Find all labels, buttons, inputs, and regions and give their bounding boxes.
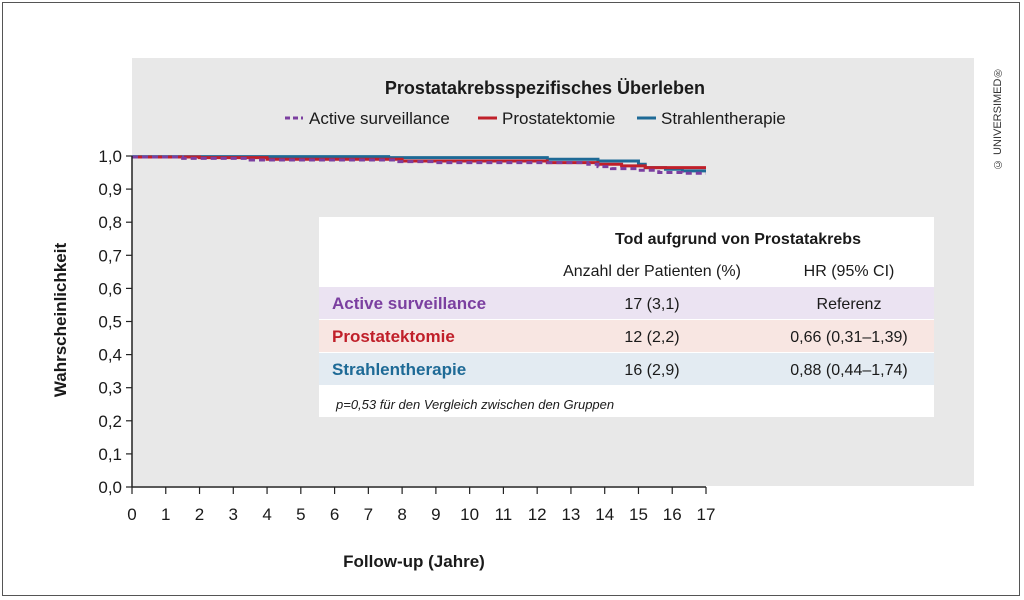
inset-row-group-active-surveillance: Active surveillance	[332, 294, 487, 313]
x-tick-label: 6	[329, 505, 340, 524]
inset-row-count-strahlentherapie: 16 (2,9)	[624, 362, 680, 379]
y-tick-label: 0,1	[98, 444, 122, 464]
x-tick-label: 16	[662, 505, 682, 524]
x-tick-label: 12	[527, 505, 547, 524]
x-tick-label: 5	[296, 505, 306, 524]
inset-table	[319, 217, 934, 417]
y-ticks	[98, 147, 132, 497]
inset-row-group-strahlentherapie: Strahlentherapie	[332, 360, 467, 379]
x-tick-label: 2	[194, 505, 205, 524]
copyright-notice: © UNIVERSIMED®	[992, 66, 1004, 170]
y-tick-label: 0,4	[98, 345, 122, 365]
inset-row-hr-active-surveillance: Referenz	[816, 296, 882, 313]
y-tick-label: 0,8	[98, 213, 122, 233]
x-tick-label: 7	[363, 505, 374, 524]
inset-col-header-count: Anzahl der Patienten (%)	[563, 263, 741, 280]
inset-row-hr-prostatektomie: 0,66 (0,31–1,39)	[790, 329, 908, 346]
y-tick-label: 0,2	[98, 411, 122, 431]
x-axis-label: Follow-up (Jahre)	[343, 552, 485, 571]
legend-label-strahlentherapie: Strahlentherapie	[661, 109, 786, 128]
y-axis-label: Wahrscheinlichkeit	[51, 242, 70, 398]
y-tick-label: 0,5	[98, 312, 122, 332]
y-tick-label: 0,0	[98, 478, 122, 497]
x-ticks	[127, 487, 715, 524]
x-tick-label: 14	[595, 505, 615, 524]
x-tick-label: 3	[228, 505, 239, 524]
inset-table-title: Tod aufgrund von Prostatakrebs	[615, 231, 861, 248]
y-tick-label: 0,7	[98, 246, 122, 266]
x-tick-label: 13	[561, 505, 581, 524]
x-tick-label: 0	[127, 505, 137, 524]
legend	[285, 109, 786, 128]
x-tick-label: 10	[460, 505, 480, 524]
inset-row-count-active-surveillance: 17 (3,1)	[624, 296, 680, 313]
chart-title: Prostatakrebsspezifisches Überleben	[384, 78, 706, 98]
legend-label-prostatektomie: Prostatektomie	[502, 109, 616, 128]
x-tick-label: 11	[494, 505, 513, 524]
inset-row-group-prostatektomie: Prostatektomie	[332, 327, 455, 346]
x-tick-label: 4	[262, 505, 272, 524]
inset-col-header-hr: HR (95% CI)	[803, 263, 895, 280]
y-tick-label: 1,0	[98, 147, 122, 166]
legend-label-active-surveillance: Active surveillance	[309, 109, 450, 128]
x-tick-label: 17	[696, 505, 716, 524]
y-tick-label: 0,6	[98, 279, 122, 299]
inset-table-footnote: p=0,53 für den Vergleich zwischen den Gruppen	[336, 397, 615, 412]
y-tick-label: 0,3	[98, 378, 122, 398]
x-tick-label: 9	[431, 505, 441, 524]
y-tick-label: 0,9	[98, 180, 122, 200]
x-tick-label: 1	[161, 505, 171, 524]
x-tick-label: 15	[629, 505, 648, 524]
inset-row-hr-strahlentherapie: 0,88 (0,44–1,74)	[790, 362, 908, 379]
inset-row-count-prostatektomie: 12 (2,2)	[624, 329, 680, 346]
x-tick-label: 8	[397, 505, 407, 524]
